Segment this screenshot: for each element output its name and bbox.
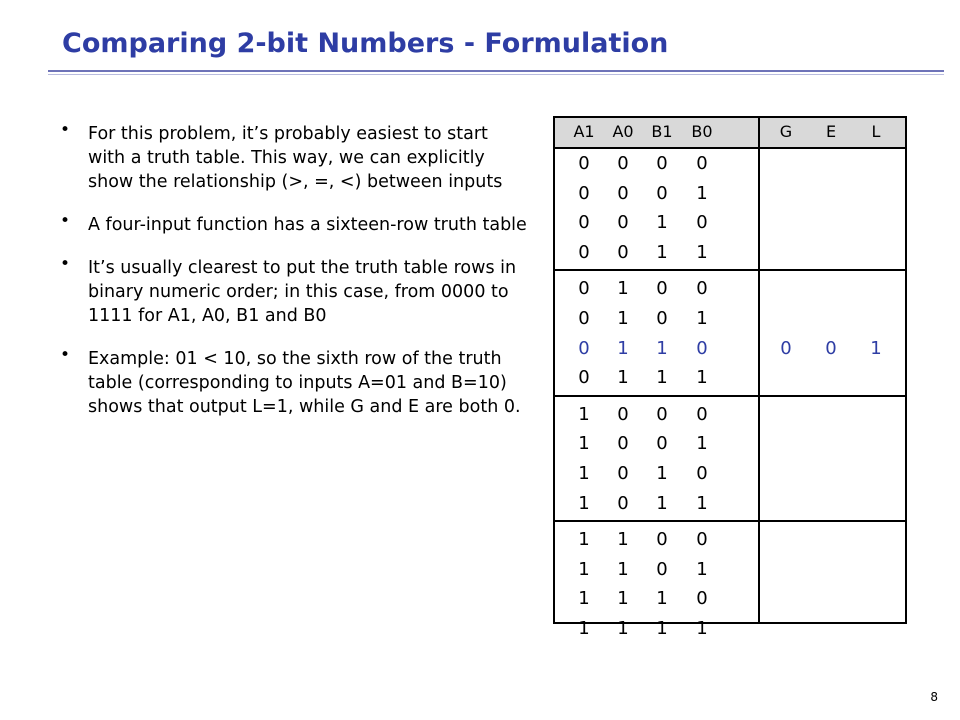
table-cell-input: 0 (578, 308, 590, 329)
table-cell-input: 0 (656, 153, 668, 174)
table-cell-input: 0 (617, 241, 629, 263)
table-cell-input: 0 (696, 278, 708, 300)
table-cell-input: 0 (617, 153, 629, 174)
bullet-text: For this problem, it’s probably easiest to start with a truth table. This way, we can explicitly show the relationship (>, =, <) between inputs (88, 124, 503, 192)
table-cell-input: 0 (617, 433, 629, 455)
table-cell-input: 0 (578, 367, 590, 389)
table-cell-input: 0 (617, 212, 629, 234)
table-cell-input: 1 (656, 492, 668, 514)
table-cell-input: 1 (578, 529, 590, 551)
bullet-item (60, 213, 530, 237)
table-cell-input: 0 (617, 463, 629, 484)
column-header-output: L (871, 122, 881, 141)
row-group-divider (555, 395, 905, 397)
table-cell-input: 1 (617, 588, 629, 610)
bullet-item (60, 122, 530, 194)
bullet-icon: • (60, 345, 71, 365)
table-cell-input: 1 (578, 403, 590, 425)
table-cell-input: 1 (656, 212, 668, 234)
table-cell-input: 0 (696, 463, 708, 484)
table-cell-input: 0 (578, 153, 590, 174)
table-cell-input: 0 (656, 278, 668, 300)
table-cell-input: 1 (656, 618, 668, 639)
table-cell-input: 0 (617, 403, 629, 425)
table-cell-input: 1 (696, 433, 708, 455)
table-cell-input: 1 (617, 278, 629, 300)
table-cell-input: 1 (578, 588, 590, 610)
table-cell-input: 0 (578, 241, 590, 263)
table-cell-input: 0 (696, 212, 708, 234)
bullet-text: Example: 01 < 10, so the sixth row of the truth table (corresponding to inputs A=01 and B=10) shows that output L=1, while G and E are both 0. (88, 349, 521, 417)
table-cell-input: 0 (696, 403, 708, 425)
table-cell-input: 1 (696, 182, 708, 204)
title-underline (48, 70, 944, 73)
slide-title: Comparing 2-bit Numbers - Formulation (62, 28, 669, 59)
bullet-list (60, 122, 530, 438)
table-cell-output: 0 (780, 337, 792, 359)
table-cell-input: 1 (578, 558, 590, 580)
bullet-icon: • (60, 211, 71, 231)
table-cell-input: 0 (656, 558, 668, 580)
table-cell-input: 0 (656, 433, 668, 455)
table-cell-input: 1 (617, 337, 629, 359)
table-cell-input: 1 (617, 367, 629, 389)
table-cell-input: 1 (617, 618, 629, 639)
truth-table (553, 116, 907, 639)
table-cell-input: 1 (656, 337, 668, 359)
input-output-divider (758, 118, 760, 622)
page-number: 8 (930, 690, 938, 704)
table-cell-input: 0 (617, 492, 629, 514)
table-cell-input: 1 (656, 241, 668, 263)
table-cell-input: 1 (578, 433, 590, 455)
table-cell-input: 1 (578, 492, 590, 514)
table-cell-input: 0 (696, 529, 708, 551)
table-cell-input: 0 (696, 337, 708, 359)
table-cell-input: 0 (656, 308, 668, 329)
table-cell-input: 0 (656, 182, 668, 204)
bullet-icon: • (60, 254, 71, 274)
column-header-output: G (779, 122, 793, 141)
table-cell-input: 0 (656, 529, 668, 551)
table-cell-input: 0 (578, 337, 590, 359)
table-cell-input: 0 (617, 182, 629, 204)
bullet-item (60, 347, 530, 419)
column-header-output: E (825, 122, 837, 141)
table-cell-input: 1 (696, 558, 708, 580)
table-cell-input: 0 (578, 182, 590, 204)
table-cell-input: 0 (696, 153, 708, 174)
table-cell-input: 1 (617, 558, 629, 580)
bullet-text: A four-input function has a sixteen-row truth table (88, 215, 527, 235)
table-cell-output: 1 (870, 337, 882, 359)
table-cell-input: 1 (656, 588, 668, 610)
table-cell-input: 1 (696, 241, 708, 263)
table-cell-input: 1 (617, 308, 629, 329)
table-cell-input: 1 (696, 492, 708, 514)
table-cell-input: 1 (696, 618, 708, 639)
table-cell-input: 1 (696, 367, 708, 389)
table-cell-input: 0 (578, 212, 590, 234)
table-cell-input: 1 (578, 463, 590, 484)
table-cell-input: 1 (656, 367, 668, 389)
column-header-input: B0 (691, 122, 713, 141)
column-header-input: B1 (651, 122, 673, 141)
title-underline-primary (48, 70, 944, 72)
column-header-input: A1 (573, 122, 595, 141)
table-cell-input: 1 (578, 618, 590, 639)
table-cell-input: 1 (656, 463, 668, 484)
table-cell-output: 0 (825, 337, 837, 359)
table-cell-input: 0 (696, 588, 708, 610)
bullet-text: It’s usually clearest to put the truth table rows in binary numeric order; in this case, from 0000 to 1111 for A1, A0, B1 and B0 (88, 258, 517, 326)
table-cell-input: 0 (578, 278, 590, 300)
bullet-icon: • (60, 120, 71, 140)
table-cell-input: 1 (617, 529, 629, 551)
column-header-input: A0 (612, 122, 634, 141)
table-cell-input: 1 (696, 308, 708, 329)
table-cell-input: 0 (656, 403, 668, 425)
row-group-divider (555, 520, 905, 522)
bullet-item (60, 256, 530, 328)
row-group-divider (555, 269, 905, 271)
title-underline-secondary (48, 74, 944, 75)
